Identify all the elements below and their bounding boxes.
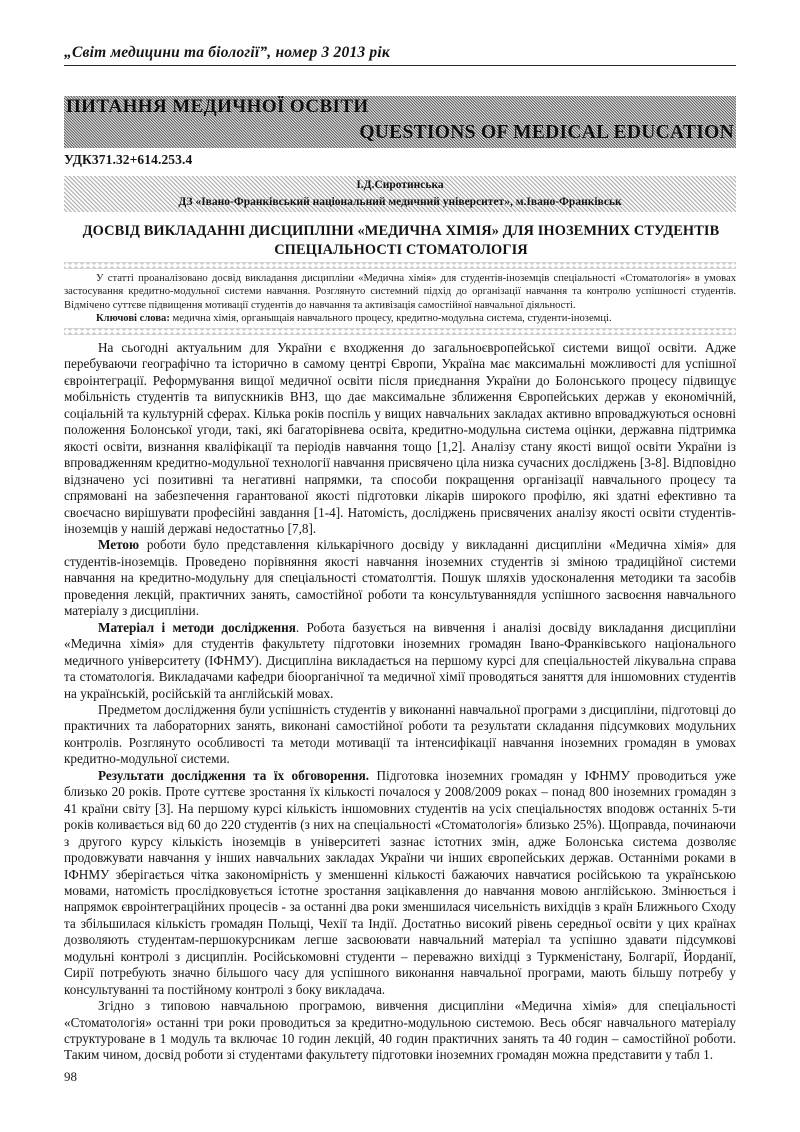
body-paragraph-6: Згідно з типовою навчальною програмою, вивчення дисципліни «Медична хімія» для спеціальності «Стоматологія» останні три роки проводиться за кредитно-модульною системою. Весь обсяг навчального матеріалу структуроване в 1 модуль та включає 10 годин лекцій, 40 годин практичних занять та 40 годин – самостійної роботи. Таким чином, досвід роботи зі студентами факультету підготовки іноземних громадян можна представити у табл 1. bbox=[64, 998, 736, 1063]
running-head-rule bbox=[64, 65, 736, 66]
paragraph-text-purpose: роботи було представлення кількарічного досвіду у викладанні дисципліни «Медична хімія» для студентів-іноземців. Проведено порівняння якості навчання іноземних студентів зі зміною традиційної системи навчання на кредитно-модульну для спеціальності стоматолгтія. Пошук шляхів удосконалення методики та засобів проведення лекцій, практичних занять, самостійної роботи та консультуваннядля успішного засвоєння навчального матеріалу з дисципліни. bbox=[64, 537, 736, 619]
udk-code: УДК371.32+614.253.4 bbox=[64, 152, 193, 167]
body-paragraph-1: На сьогодні актуальним для України є входження до загальноєвропейської системи вищої освіти. Адже перебуваючи географічно та історично в самому центрі Європи, Україна має максимальні можливості для успішної євроінтеграції. Реформування вищої медичної освіти після приєднання України до Болонського процесу підвищує мобільність студентів та випускників ВНЗ, що дає максимальне зближення Європейських держав у економічній, соціальній та культурній сферах. Кілька років поспіль у вищих навчальних закладах активно впроваджуються основні положення Болонської угоди, такі, які багаторівнева освіта, кредитно-модульна система оцінки, державна підтримка якості освіти, визнання кваліфікації та періодів навчання тощо [1,2]. Аналізу стану якості вищої освіти України із впровадженням кредитно-модульної технології навчання присвячено ціла низка сучасних досліджень [3-8]. Відповідно відзначено усі позитивні та негативні напрямки, та способи покращення організації навчального процесу та спрямовані на забезпечення гарантованої якості підготовки лікарів широкого профілю, які здатні ефективно та своєчасно вирішувати професійні завдання [1-4]. Натомість, досліджень присвячених аналізу якості освіти студентів-іноземців у нашій державі недостатньо [7,8]. bbox=[64, 340, 736, 536]
keywords-list: медична хімія, органыщаія навчального процесу, кредитно-модульна система, студенти-іноземці. bbox=[169, 313, 612, 325]
abstract-body bbox=[64, 269, 736, 328]
article-body bbox=[64, 340, 736, 1064]
abstract-paragraph: У статті проаналізовано досвід викладання дисципліни «Медична хімія» для студентів-іноземців спеціальності «Стоматологія» в умовах застосування кредитно-модульної системи навчання. Розглянуто системний підхід до організації навчання та контролю успішності студентів. Відмічено суттєве підвищення мотивації студентів до навчання та активізація самостійної навчальної діяльності. bbox=[64, 273, 736, 311]
body-paragraph-5 bbox=[64, 768, 736, 998]
abstract-block bbox=[64, 262, 736, 335]
section-title-en: QUESTIONS OF MEDICAL EDUCATION bbox=[359, 122, 734, 143]
body-paragraph-4: Предметом дослідження були успішність студентів у виконанні навчальної програми з дисципліни, підготовці до практичних та лабораторних занять, виконані самостійної роботи та результати складання підсумкових модульних контролів. Розглянуто особливості та методи мотивації та інтенсифікації навчання іноземних громадян в умовах кредитно-модульної системи. bbox=[64, 701, 736, 767]
paragraph-text-methods: . Робота базується на вивчення і аналізі досвіду викладання дисципліни «Медична хімія» для студентів факультету підготовки іноземних громадян Івано-Франківського національного медичного університету (ІФНМУ). Дисципліна викладається на першому курсі для спеціальностей лікувальна справа та стоматологія. Викладачами кафедри біоорганічної та медичної хімії проводяться заняття для іншомовних студентів на українській, російській та англійській мовах. bbox=[64, 619, 736, 701]
abstract-keywords bbox=[64, 312, 736, 325]
running-head-text: „Світ медицини та біології”, номер 3 2013 рік bbox=[64, 44, 390, 61]
abstract-top-rule bbox=[64, 262, 736, 269]
body-paragraph-2 bbox=[64, 537, 736, 619]
page-number: 98 bbox=[64, 1069, 77, 1084]
keywords-label: Ключові слова: bbox=[96, 313, 170, 325]
author-name: І.Д.Сиротинська bbox=[356, 179, 444, 191]
body-paragraph-3 bbox=[64, 620, 736, 702]
author-affiliation: ДЗ «Івано-Франківський національний медичний університет», м.Івано-Франківськ bbox=[178, 196, 622, 208]
section-title-uk: ПИТАННЯ МЕДИЧНОЇ ОСВІТИ bbox=[66, 96, 369, 117]
paragraph-lead-results: Результати дослідження та їх обговорення. bbox=[98, 767, 370, 783]
paragraph-lead-methods: Матеріал і методи дослідження bbox=[98, 619, 296, 635]
section-banner bbox=[64, 96, 736, 148]
abstract-bottom-rule bbox=[64, 328, 736, 335]
paragraph-lead-purpose: Метою bbox=[98, 537, 140, 553]
running-head bbox=[64, 44, 736, 66]
article-title: ДОСВІД ВИКЛАДАННІ ДИСЦИПЛІНИ «МЕДИЧНА ХІМІЯ» ДЛЯ ІНОЗЕМНИХ СТУДЕНТІВ СПЕЦІАЛЬНОСТІ СТОМАТОЛОГІЯ bbox=[82, 223, 720, 258]
author-banner bbox=[64, 176, 736, 212]
paragraph-text-results: Підготовка іноземних громадян у ІФНМУ проводиться уже близько 20 років. Проте суттєве зростання їх кількості почалося у 2008/2009 роках – понад 800 іноземних громадян з 41 країни світу [3]. На першому курсі кількість іншомовних студентів на усіх спеціальностях вподовж останніх 5-ти років коливається від 60 до 220 студентів (з них на спеціальності «Стоматологія» близько 25%). Щоправда, починаючи з другого курсу кількість іноземців в університеті зазнає істотних змін, адже Болонська система дозволяє продовжувати навчання у інших навчальних закладах України чи інших європейських держав. Останніми роками в ІФНМУ зберігається чітка закономірність у зменшенні кількості бажаючих навчатися російською та українською мовами, натомість прослідковується істотне зростання зацікавлення до навчання мовою англійською. Змінюється і напрямок євроінтеграційних процесів - за останні два роки зменшилася чисельність вихідців з країн Ближнього Сходу та збільшилася кількість громадян Польщі, Чехії та Індії. Достатньо високий рівень середньої освіти у цих країнах дозволяють студентам-першокурсникам легше засвоювати навчальний матеріал та успішно здавати підсумкові модульні контролі з дисциплін. Російськомовні студенти – переважно вихідці з Туркменістану, Болгарії, Йорданії, Сирії потребують значно більшого часу для успішного виконання навчальної програми, мають більшу потребу у консультуванні та постійному контролі з боку викладача. bbox=[64, 767, 737, 997]
